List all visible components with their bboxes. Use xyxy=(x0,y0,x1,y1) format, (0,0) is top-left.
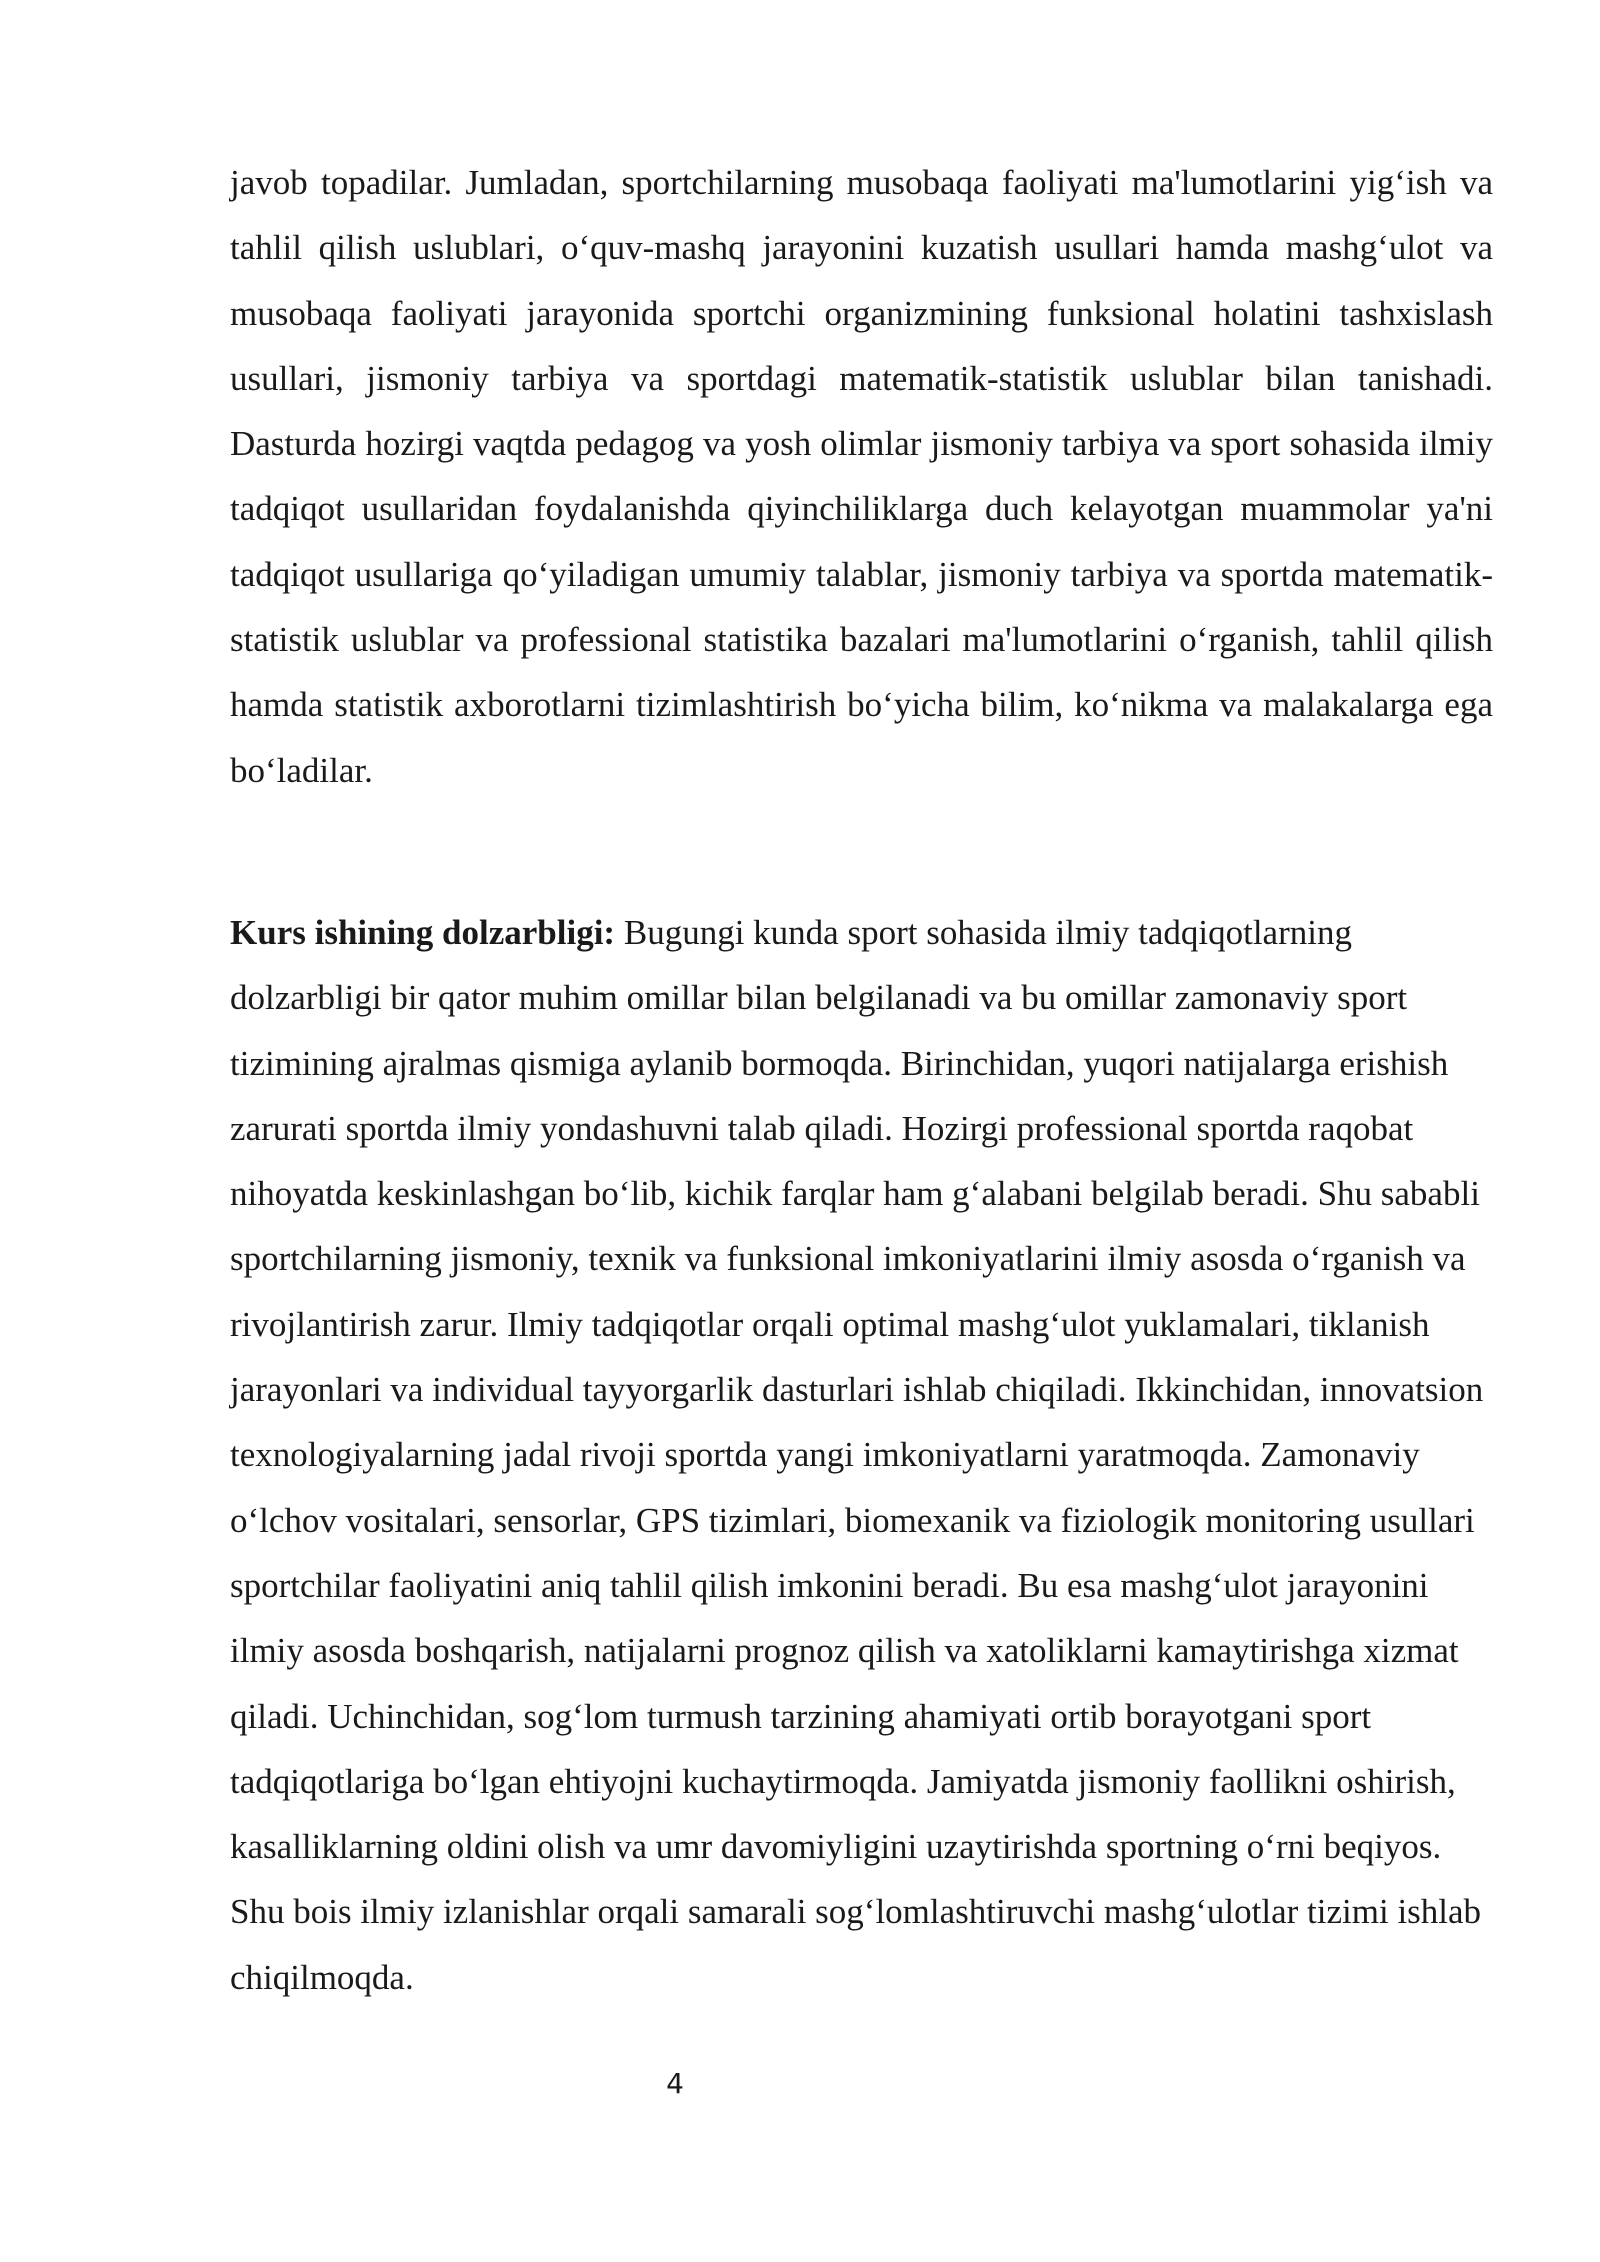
section-body-text: Bugungi kunda sport sohasida ilmiy tadqiqotlarning dolzarbligi bir qator muhim omillar bilan belgilanadi va bu omillar zamonaviy sport tizimining ajralmas qismiga aylanib bormoqda. Birinchidan, yuqori natijalarga erishish zarurati sportda ilmiy yondashuvni talab qiladi. Hozirgi professional sportda raqobat nihoyatda keskinlashgan bo‘lib, kichik farqlar ham g‘alabani belgilab beradi. Shu sababli sportchilarning jismoniy, texnik va funksional imkoniyatlarini ilmiy asosda o‘rganish va rivojlantirish zarur. Ilmiy tadqiqotlar orqali optimal mashg‘ulot yuklamalari, tiklanish jarayonlari va individual tayyorgarlik dasturlari ishlab chiqiladi. Ikkinchidan, innovatsion texnologiyalarning jadal rivoji sportda yangi imkoniyatlarni yaratmoqda. Zamonaviy o‘lchov vositalari, sensorlar, GPS tizimlari, biomexanik va fiziologik monitoring usullari sportchilar faoliyatini aniq tahlil qilish imkonini beradi. Bu esa mashg‘ulot jarayonini ilmiy asosda boshqarish, natijalarni prognoz qilish va xatoliklarni kamaytirishga xizmat qiladi. Uchinchidan, sog‘lom turmush tarzining ahamiyati ortib borayotgani sport tadqiqotlariga bo‘lgan ehtiyojni kuchaytirmoqda. Jamiyatda jismoniy faollikni oshirish, kasalliklarning oldini olish va umr davomiyligini uzaytirishda sportning o‘rni beqiyos. Shu bois ilmiy izlanishlar orqali samarali sog‘lomlashtiruvchi mashg‘ulotlar tizimi ishlab chiqilmoqda. xyxy=(230,913,1484,1997)
dolzarblik-paragraph xyxy=(230,900,1493,2010)
body-paragraph: javob topadilar. Jumladan, sportchilarning musobaqa faoliyati ma'lumotlarini yig‘ish va tahlil qilish uslublari, o‘quv-mashq jarayonini kuzatish usullari hamda mashg‘ulot va musobaqa faoliyati jarayonida sportchi organizmining funksional holatini tashxislash usullari, jismoniy tarbiya va sportdagi matematik-statistik uslublar bilan tanishadi. Dasturda hozirgi vaqtda pedagog va yosh olimlar jismoniy tarbiya va sport sohasida ilmiy tadqiqot usullaridan foydalanishda qiyinchiliklarga duch kelayotgan muammolar ya'ni tadqiqot usullariga qo‘yiladigan umumiy talablar, jismoniy tarbiya va sportda matematik-statistik uslublar va professional statistika bazalari ma'lumotlarini o‘rganish, tahlil qilish hamda statistik axborotlarni tizimlashtirish bo‘yicha bilim, ko‘nikma va malakalarga ega bo‘ladilar. xyxy=(230,163,1493,790)
section-heading: Kurs ishining dolzarbligi: xyxy=(230,913,616,952)
page-number: 4 xyxy=(666,2067,684,2100)
